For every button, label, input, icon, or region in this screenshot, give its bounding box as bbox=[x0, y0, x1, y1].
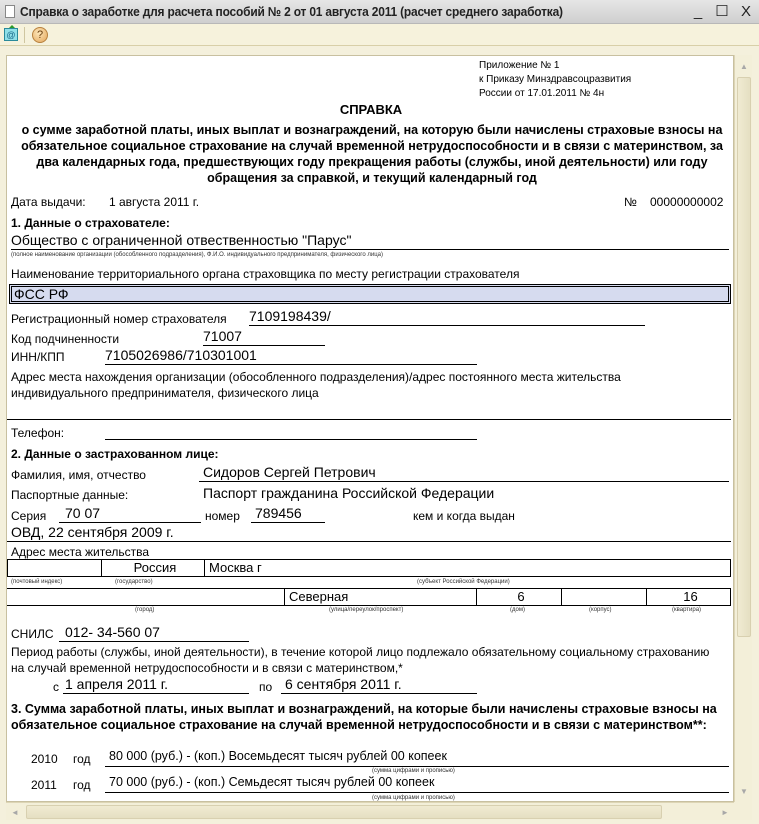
document-title: СПРАВКА bbox=[339, 102, 403, 117]
horizontal-scroll-thumb[interactable] bbox=[26, 805, 662, 819]
period-to-field[interactable] bbox=[281, 676, 477, 694]
year-word-label: год bbox=[73, 752, 91, 766]
maximize-button[interactable]: ☐ bbox=[715, 3, 729, 20]
horizontal-scrollbar[interactable] bbox=[6, 802, 734, 820]
fio-label: Фамилия, имя, отчество bbox=[11, 468, 146, 482]
inn-kpp-label: ИНН/КПП bbox=[11, 350, 65, 364]
phone-label: Телефон: bbox=[11, 426, 65, 440]
subordination-code-field[interactable] bbox=[203, 328, 325, 346]
street-cell[interactable] bbox=[284, 588, 477, 606]
postal-index-caption: (почтовый индекс) bbox=[11, 579, 63, 585]
country-cell[interactable] bbox=[101, 559, 205, 577]
series-label: Серия bbox=[11, 509, 47, 523]
issue-date-label: Дата выдачи: bbox=[11, 195, 86, 209]
year-word-label: год bbox=[73, 778, 91, 792]
appendix-line-3: России от 17.01.2011 № 4н bbox=[479, 88, 605, 99]
period-from-field[interactable] bbox=[63, 676, 249, 694]
city-caption: (город) bbox=[135, 607, 155, 613]
section-1-heading: 1. Данные о страхователе: bbox=[11, 216, 170, 230]
passport-label: Паспортные данные: bbox=[11, 488, 129, 502]
org-name-field[interactable] bbox=[11, 232, 729, 250]
region-cell[interactable] bbox=[204, 559, 731, 577]
period-to-label: по bbox=[259, 680, 273, 694]
period-from-value: 1 апреля 2011 г. bbox=[65, 676, 169, 692]
scroll-up-button[interactable]: ▲ bbox=[740, 61, 748, 71]
vertical-scrollbar[interactable] bbox=[734, 55, 752, 802]
send-email-button[interactable] bbox=[2, 26, 20, 44]
apartment-caption: (квартира) bbox=[672, 607, 702, 613]
org-name-caption: (полное наименование организации (обособленного подразделения), Ф.И.О. индивидуального предпринимателя, физического лица) bbox=[11, 252, 383, 258]
amount-2010-value: 80 000 (руб.) - (коп.) Восемьдесят тысяч рублей 00 копеек bbox=[109, 749, 447, 763]
street-value: Северная bbox=[289, 589, 349, 604]
window-title: Справка о заработке для расчета пособий № 2 от 01 августа 2011 (расчет среднего заработка) bbox=[20, 4, 563, 19]
org-name-value: Общество с ограниченной отвественностью "Парус" bbox=[11, 232, 352, 248]
territorial-body-field[interactable] bbox=[9, 284, 731, 304]
subordination-code-value: 71007 bbox=[203, 328, 242, 344]
series-value: 70 07 bbox=[65, 505, 101, 521]
house-value: 6 bbox=[517, 589, 525, 604]
document-viewport bbox=[6, 55, 734, 802]
appendix-line-2: к Приказу Минздравсоцразвития bbox=[479, 74, 632, 85]
region-value: Москва г bbox=[209, 560, 262, 575]
issued-by-label: кем и когда выдан bbox=[413, 509, 515, 523]
country-value: Россия bbox=[133, 560, 177, 575]
issued-by-field[interactable] bbox=[7, 524, 731, 542]
help-icon: ? bbox=[32, 27, 48, 43]
house-caption: (дом) bbox=[510, 607, 525, 613]
passport-type-value: Паспорт гражданина Российской Федерации bbox=[203, 485, 495, 501]
series-field[interactable] bbox=[59, 505, 201, 523]
reg-number-value: 7109198439/ bbox=[249, 308, 331, 324]
document-icon bbox=[5, 5, 15, 18]
apartment-value: 16 bbox=[683, 589, 698, 604]
org-address-field[interactable] bbox=[7, 402, 731, 420]
apartment-cell[interactable] bbox=[646, 588, 731, 606]
reg-number-field[interactable] bbox=[249, 308, 645, 326]
inn-kpp-field[interactable] bbox=[105, 347, 477, 365]
postal-index-cell[interactable] bbox=[7, 559, 102, 577]
building-caption: (корпус) bbox=[589, 607, 612, 613]
city-cell[interactable] bbox=[7, 588, 285, 606]
amount-2011-value: 70 000 (руб.) - (коп.) Семьдесят тысяч рублей 00 копеек bbox=[109, 775, 435, 789]
fio-field[interactable] bbox=[199, 464, 729, 482]
year-2011-label: 2011 bbox=[31, 778, 57, 792]
snils-value: 012- 34-560 07 bbox=[65, 624, 160, 640]
phone-field[interactable] bbox=[105, 424, 477, 440]
period-text: Период работы (службы, иной деятельности), в течение которой лицо подлежало обязательному социальному страхованию на случай временной нетрудоспособности и в связи с материнством,* bbox=[11, 645, 710, 675]
issue-date-value: 1 августа 2011 г. bbox=[109, 195, 200, 209]
period-from-label: с bbox=[53, 680, 59, 694]
close-button[interactable]: X bbox=[740, 2, 751, 20]
fio-value: Сидоров Сергей Петрович bbox=[203, 464, 376, 480]
snils-field[interactable] bbox=[59, 624, 249, 642]
issued-by-value: ОВД, 22 сентября 2009 г. bbox=[11, 524, 174, 540]
region-caption: (субъект Российской Федерации) bbox=[417, 579, 510, 585]
window-titlebar bbox=[0, 0, 759, 24]
residence-label: Адрес места жительства bbox=[11, 545, 150, 559]
passport-number-label: номер bbox=[205, 509, 240, 523]
passport-number-value: 789456 bbox=[255, 505, 302, 521]
appendix-line-1: Приложение № 1 bbox=[479, 60, 560, 71]
scroll-down-button[interactable]: ▼ bbox=[740, 786, 748, 796]
scroll-left-button[interactable]: ◄ bbox=[11, 807, 19, 817]
amount-caption: (сумма цифрами и прописью) bbox=[372, 795, 455, 801]
period-to-value: 6 сентября 2011 г. bbox=[285, 676, 402, 692]
number-label: № bbox=[624, 195, 637, 209]
territorial-body-label: Наименование территориального органа страховщика по месту регистрации страхователя bbox=[11, 267, 520, 281]
help-button[interactable] bbox=[31, 26, 49, 44]
appendix-block bbox=[479, 59, 631, 101]
certificate-number: 00000000002 bbox=[650, 195, 724, 209]
section-2-heading: 2. Данные о застрахованном лице: bbox=[11, 447, 219, 461]
document-subtitle: о сумме заработной платы, иных выплат и вознаграждений, на которую были начислены страховые взносы на обязательное социальное страхование на случай временной нетрудоспособности и в связи с материнством, за два календарных года, предшествующих году прекращения работы (службы, иной деятельности) или году обращения за справкой, и текущий календарный год bbox=[21, 123, 723, 185]
scrollbar-corner bbox=[734, 802, 752, 820]
amount-caption: (сумма цифрами и прописью) bbox=[372, 768, 455, 774]
minimize-button[interactable]: _ bbox=[693, 2, 703, 20]
scroll-right-button[interactable]: ► bbox=[721, 807, 729, 817]
snils-label: СНИЛС bbox=[11, 627, 54, 641]
address-label: Адрес места нахождения организации (обособленного подразделения)/адрес постоянного места жительства индивидуального предпринимателя, физического лица bbox=[11, 370, 621, 400]
country-caption: (государство) bbox=[115, 579, 153, 585]
section-3-heading: 3. Сумма заработной платы, иных выплат и вознаграждений, на которые были начислены страховые взносы на обязательное социальное страхование на случай временной нетрудоспособности и в связи с материнством**: bbox=[11, 702, 717, 732]
street-caption: (улица/переулок/проспект) bbox=[329, 607, 404, 613]
vertical-scroll-thumb[interactable] bbox=[737, 77, 751, 637]
toolbar bbox=[0, 24, 759, 46]
toolbar-separator bbox=[24, 27, 25, 43]
territorial-body-value: ФСС РФ bbox=[14, 286, 69, 302]
building-cell[interactable] bbox=[561, 588, 647, 606]
reg-number-label: Регистрационный номер страхователя bbox=[11, 312, 227, 326]
house-cell[interactable] bbox=[476, 588, 562, 606]
year-2010-label: 2010 bbox=[31, 752, 58, 766]
amount-2011-field[interactable] bbox=[105, 775, 729, 793]
subordination-code-label: Код подчиненности bbox=[11, 332, 120, 346]
inn-kpp-value: 7105026986/710301001 bbox=[105, 347, 257, 363]
amount-2010-field[interactable] bbox=[105, 749, 729, 767]
email-icon: @ bbox=[4, 28, 18, 41]
passport-number-field[interactable] bbox=[251, 505, 325, 523]
